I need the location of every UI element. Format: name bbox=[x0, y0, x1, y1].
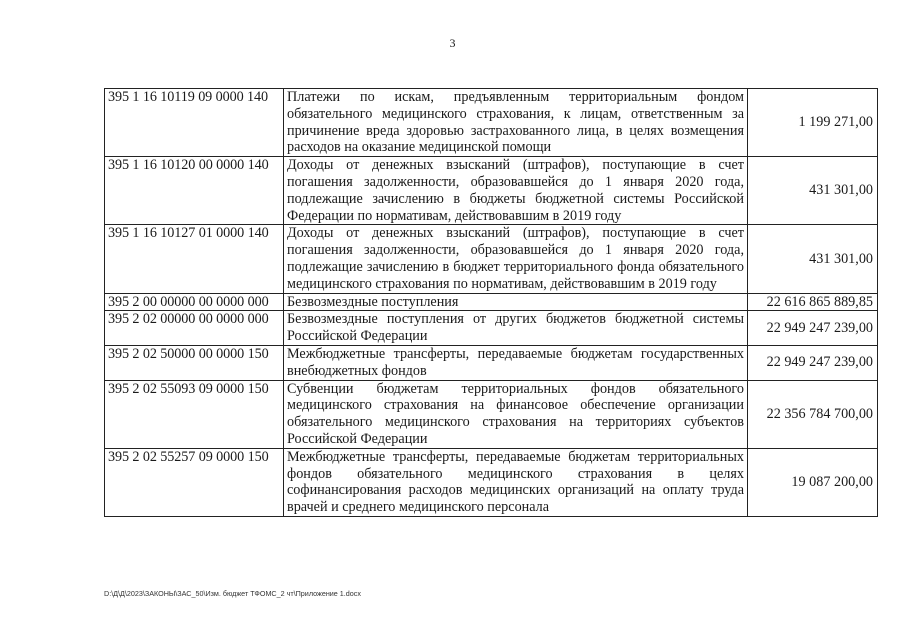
table-row bbox=[105, 293, 878, 311]
revenue-name-cell: Доходы от денежных взысканий (штрафов), поступающие в счет погашения задолженности, образовавшейся до 1 января 2020 года, подлежащие зачислению в бюджеты бюджетной системы Российской Федерации по нормативам, действовавшим в 2019 году bbox=[284, 157, 748, 225]
revenue-name-cell: Субвенции бюджетам территориальных фондов обязательного медицинского страхования на финансовое обеспечение организации обязательного медицинского страхования на территориях субъектов Российской Федерации bbox=[284, 380, 748, 448]
budget-code-cell: 395 2 02 50000 00 0000 150 bbox=[105, 345, 284, 380]
budget-code-cell: 395 1 16 10119 09 0000 140 bbox=[105, 89, 284, 157]
budget-code-cell: 395 2 00 00000 00 0000 000 bbox=[105, 293, 284, 311]
amount-cell: 431 301,00 bbox=[748, 225, 878, 293]
table-row bbox=[105, 157, 878, 225]
table-row bbox=[105, 380, 878, 448]
document-file-path: D:\Д\Д\2023\ЗАКОНЫ\ЗАС_50\Изм. бюджет ТФОМС_2 чт\Приложение 1.docx bbox=[104, 589, 361, 598]
revenue-table bbox=[104, 88, 878, 517]
revenue-name-cell: Межбюджетные трансферты, передаваемые бюджетам государственных внебюджетных фондов bbox=[284, 345, 748, 380]
page-number: 3 bbox=[449, 36, 456, 50]
budget-code-cell: 395 1 16 10127 01 0000 140 bbox=[105, 225, 284, 293]
amount-cell: 431 301,00 bbox=[748, 157, 878, 225]
budget-code-cell: 395 2 02 00000 00 0000 000 bbox=[105, 311, 284, 346]
budget-code-cell: 395 1 16 10120 00 0000 140 bbox=[105, 157, 284, 225]
amount-cell: 22 616 865 889,85 bbox=[748, 293, 878, 311]
revenue-name-cell: Доходы от денежных взысканий (штрафов), поступающие в счет погашения задолженности, образовавшейся до 1 января 2020 года, подлежащие зачислению в бюджет территориального фонда обязательного медицинского страхования по нормативам, действовавшим в 2019 году bbox=[284, 225, 748, 293]
revenue-name-cell: Платежи по искам, предъявленным территориальным фондом обязательного медицинского страхования, к лицам, ответственным за причинение вреда здоровью застрахованного лица, в целях возмещения расходов на оказание медицинской помощи bbox=[284, 89, 748, 157]
amount-cell: 22 949 247 239,00 bbox=[748, 345, 878, 380]
amount-cell: 22 949 247 239,00 bbox=[748, 311, 878, 346]
table-row bbox=[105, 311, 878, 346]
revenue-name-cell: Безвозмездные поступления от других бюджетов бюджетной системы Российской Федерации bbox=[284, 311, 748, 346]
amount-cell: 22 356 784 700,00 bbox=[748, 380, 878, 448]
amount-cell: 1 199 271,00 bbox=[748, 89, 878, 157]
revenue-name-cell: Безвозмездные поступления bbox=[284, 293, 748, 311]
table-row bbox=[105, 89, 878, 157]
table-row bbox=[105, 345, 878, 380]
amount-cell: 19 087 200,00 bbox=[748, 448, 878, 516]
budget-code-cell: 395 2 02 55257 09 0000 150 bbox=[105, 448, 284, 516]
budget-code-cell: 395 2 02 55093 09 0000 150 bbox=[105, 380, 284, 448]
table-row bbox=[105, 448, 878, 516]
table-row bbox=[105, 225, 878, 293]
revenue-name-cell: Межбюджетные трансферты, передаваемые бюджетам территориальных фондов обязательного медицинского страхования в целях софинансирования расходов медицинских организаций на оплату труда врачей и среднего медицинского персонала bbox=[284, 448, 748, 516]
